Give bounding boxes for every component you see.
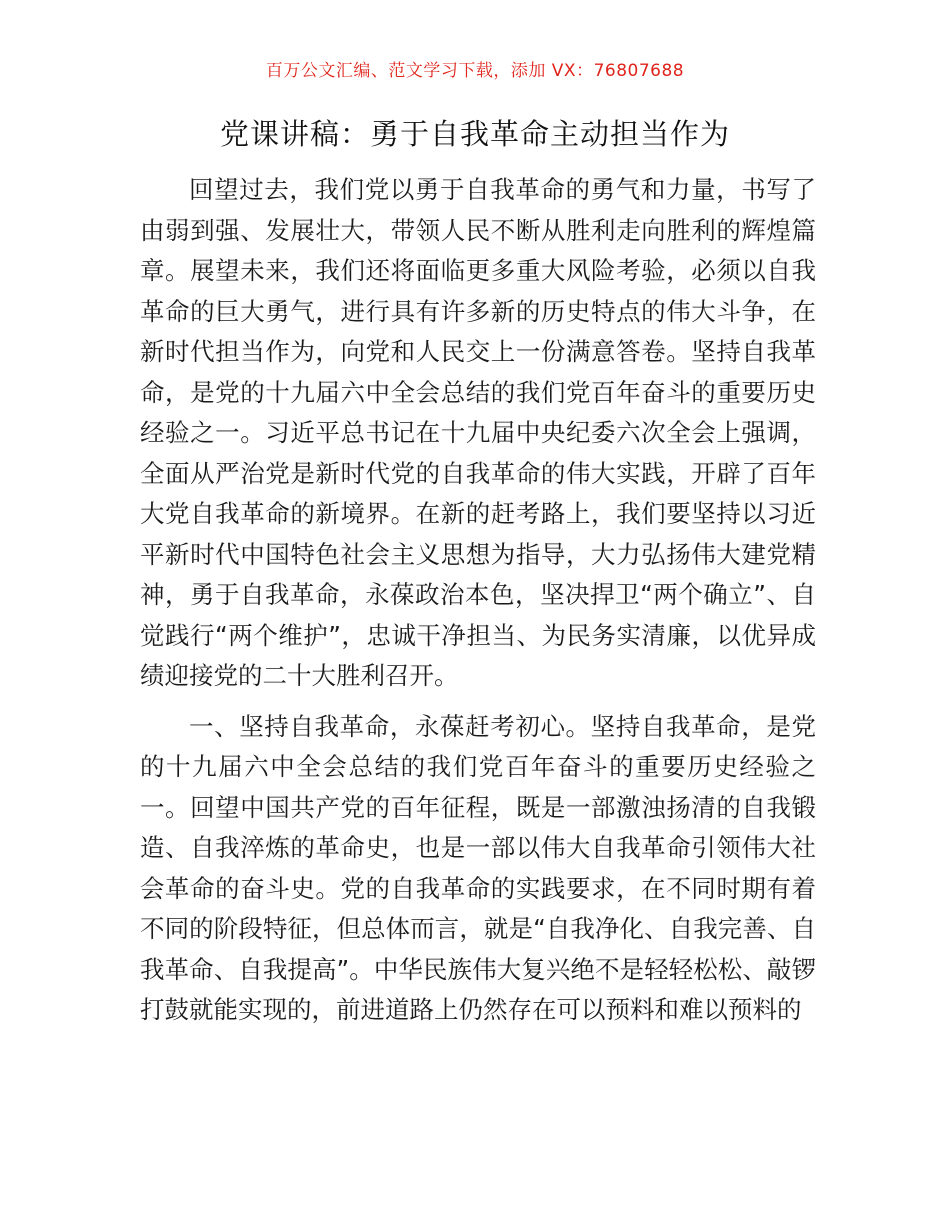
paragraph-section-one: 一、坚持自我革命，永葆赶考初心。坚持自我革命，是党的十九届六中全会总结的我们党百年奋斗的重要历史经验之一。回望中国共产党的百年征程，既是一部激浊扬清的自我锻造、自我淬炼的革命史，也是一部以伟大自我革命引领伟大社会革命的奋斗史。党的自我革命的实践要求，在不同时期有着不同的阶段特征，但总体而言，就是“自我净化、自我完善、自我革命、自我提高”。中华民族伟大复兴绝不是轻轻松松、敲锣打鼓就能实现的，前进道路上仍然存在可以预料和难以预料的 [140, 711, 816, 1024]
header-note: 百万公文汇编、范文学习下载，添加 VX：76807688 [265, 61, 685, 81]
document-body [140, 170, 816, 1031]
document-title: 党课讲稿：勇于自我革命主动担当作为 [219, 117, 730, 151]
paragraph-intro: 回望过去，我们党以勇于自我革命的勇气和力量，书写了由弱到强、发展壮大，带领人民不断从胜利走向胜利的辉煌篇章。展望未来，我们还将面临更多重大风险考验，必须以自我革命的巨大勇气，进行具有许多新的历史特点的伟大斗争，在新时代担当作为，向党和人民交上一份满意答卷。坚持自我革命，是党的十九届六中全会总结的我们党百年奋斗的重要历史经验之一。习近平总书记在十九届中央纪委六次全会上强调，全面从严治党是新时代党的自我革命的伟大实践，开辟了百年大党自我革命的新境界。在新的赶考路上，我们要坚持以习近平新时代中国特色社会主义思想为指导，大力弘扬伟大建党精神，勇于自我革命，永葆政治本色，坚决捍卫“两个确立”、自觉践行“两个维护”，忠诚干净担当、为民务实清廉，以优异成绩迎接党的二十大胜利召开。 [140, 175, 816, 690]
